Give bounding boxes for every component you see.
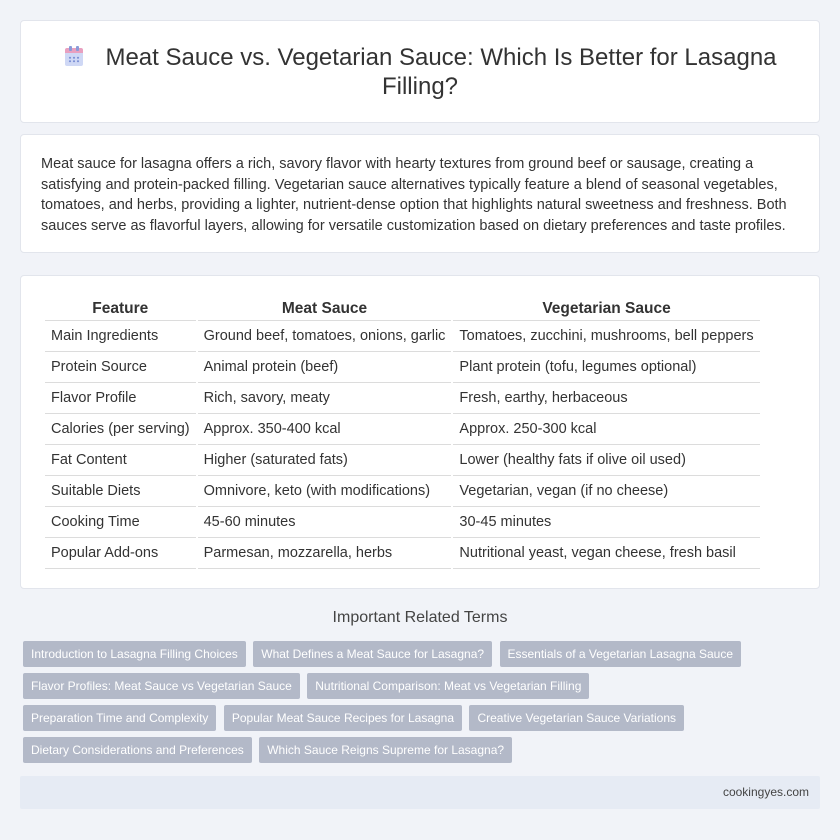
feature-cell: Popular Add-ons [45,538,196,569]
feature-cell: Suitable Diets [45,476,196,507]
meat-cell: 45-60 minutes [198,507,452,538]
table-row [45,321,760,352]
title-wrap [21,43,819,101]
feature-cell: Main Ingredients [45,321,196,352]
feature-cell: Protein Source [45,352,196,383]
header-feature: Feature [45,296,196,321]
vegetarian-cell: 30-45 minutes [453,507,759,538]
related-terms-title: Important Related Terms [332,609,508,626]
feature-cell: Fat Content [45,445,196,476]
header-meat-sauce: Meat Sauce [198,296,452,321]
vegetarian-cell: Plant protein (tofu, legumes optional) [453,352,759,383]
meat-cell: Parmesan, mozzarella, herbs [198,538,452,569]
intro-paragraph: Meat sauce for lasagna offers a rich, savory flavor with hearty textures from ground beef or sausage, creating a satisfying and protein-packed filling. Vegetarian sauce alternatives typically feature a blend of seasonal vegetables, tomatoes, and herbs, providing a lighter, nutrient-dense option that highlights natural sweetness and freshness. Both sauces serve as flavorful layers, allowing for versatile customization based on dietary preferences and taste profiles. [41,156,787,234]
related-tag[interactable]: Dietary Considerations and Preferences [23,737,252,763]
meat-cell: Animal protein (beef) [198,352,452,383]
related-tag[interactable]: Essentials of a Vegetarian Lasagna Sauce [500,641,742,667]
table-row [45,507,760,538]
table-header-row [45,296,760,321]
footer [20,776,820,809]
related-tag[interactable]: Nutritional Comparison: Meat vs Vegetarian Filling [307,673,589,699]
related-tag[interactable]: Which Sauce Reigns Supreme for Lasagna? [259,737,512,763]
vegetarian-cell: Vegetarian, vegan (if no cheese) [453,476,759,507]
table-row [45,383,760,414]
table-row [45,538,760,569]
related-tag[interactable]: Creative Vegetarian Sauce Variations [469,705,684,731]
vegetarian-cell: Fresh, earthy, herbaceous [453,383,759,414]
comparison-table-card [20,275,820,589]
related-tag[interactable]: Preparation Time and Complexity [23,705,216,731]
vegetarian-cell: Lower (healthy fats if olive oil used) [453,445,759,476]
related-tag[interactable]: Flavor Profiles: Meat Sauce vs Vegetarian Sauce [23,673,300,699]
intro-card [20,134,820,253]
related-terms-tags [23,641,793,769]
calendar-icon [63,45,85,67]
meat-cell: Omnivore, keto (with modifications) [198,476,452,507]
table-row [45,352,760,383]
related-tag[interactable]: Introduction to Lasagna Filling Choices [23,641,246,667]
meat-cell: Approx. 350-400 kcal [198,414,452,445]
table-row [45,414,760,445]
feature-cell: Cooking Time [45,507,196,538]
feature-cell: Calories (per serving) [45,414,196,445]
site-credit: cookingyes.com [722,785,809,799]
title-card [20,20,820,123]
vegetarian-cell: Tomatoes, zucchini, mushrooms, bell peppers [453,321,759,352]
comparison-table [43,296,762,569]
page-title: Meat Sauce vs. Vegetarian Sauce: Which Is Better for Lasagna Filling? [105,44,777,100]
table-row [45,476,760,507]
meat-cell: Ground beef, tomatoes, onions, garlic [198,321,452,352]
vegetarian-cell: Nutritional yeast, vegan cheese, fresh basil [453,538,759,569]
vegetarian-cell: Approx. 250-300 kcal [453,414,759,445]
table-row [45,445,760,476]
meat-cell: Higher (saturated fats) [198,445,452,476]
related-tag[interactable]: What Defines a Meat Sauce for Lasagna? [253,641,492,667]
meat-cell: Rich, savory, meaty [198,383,452,414]
related-tag[interactable]: Popular Meat Sauce Recipes for Lasagna [224,705,462,731]
feature-cell: Flavor Profile [45,383,196,414]
header-vegetarian-sauce: Vegetarian Sauce [453,296,759,321]
